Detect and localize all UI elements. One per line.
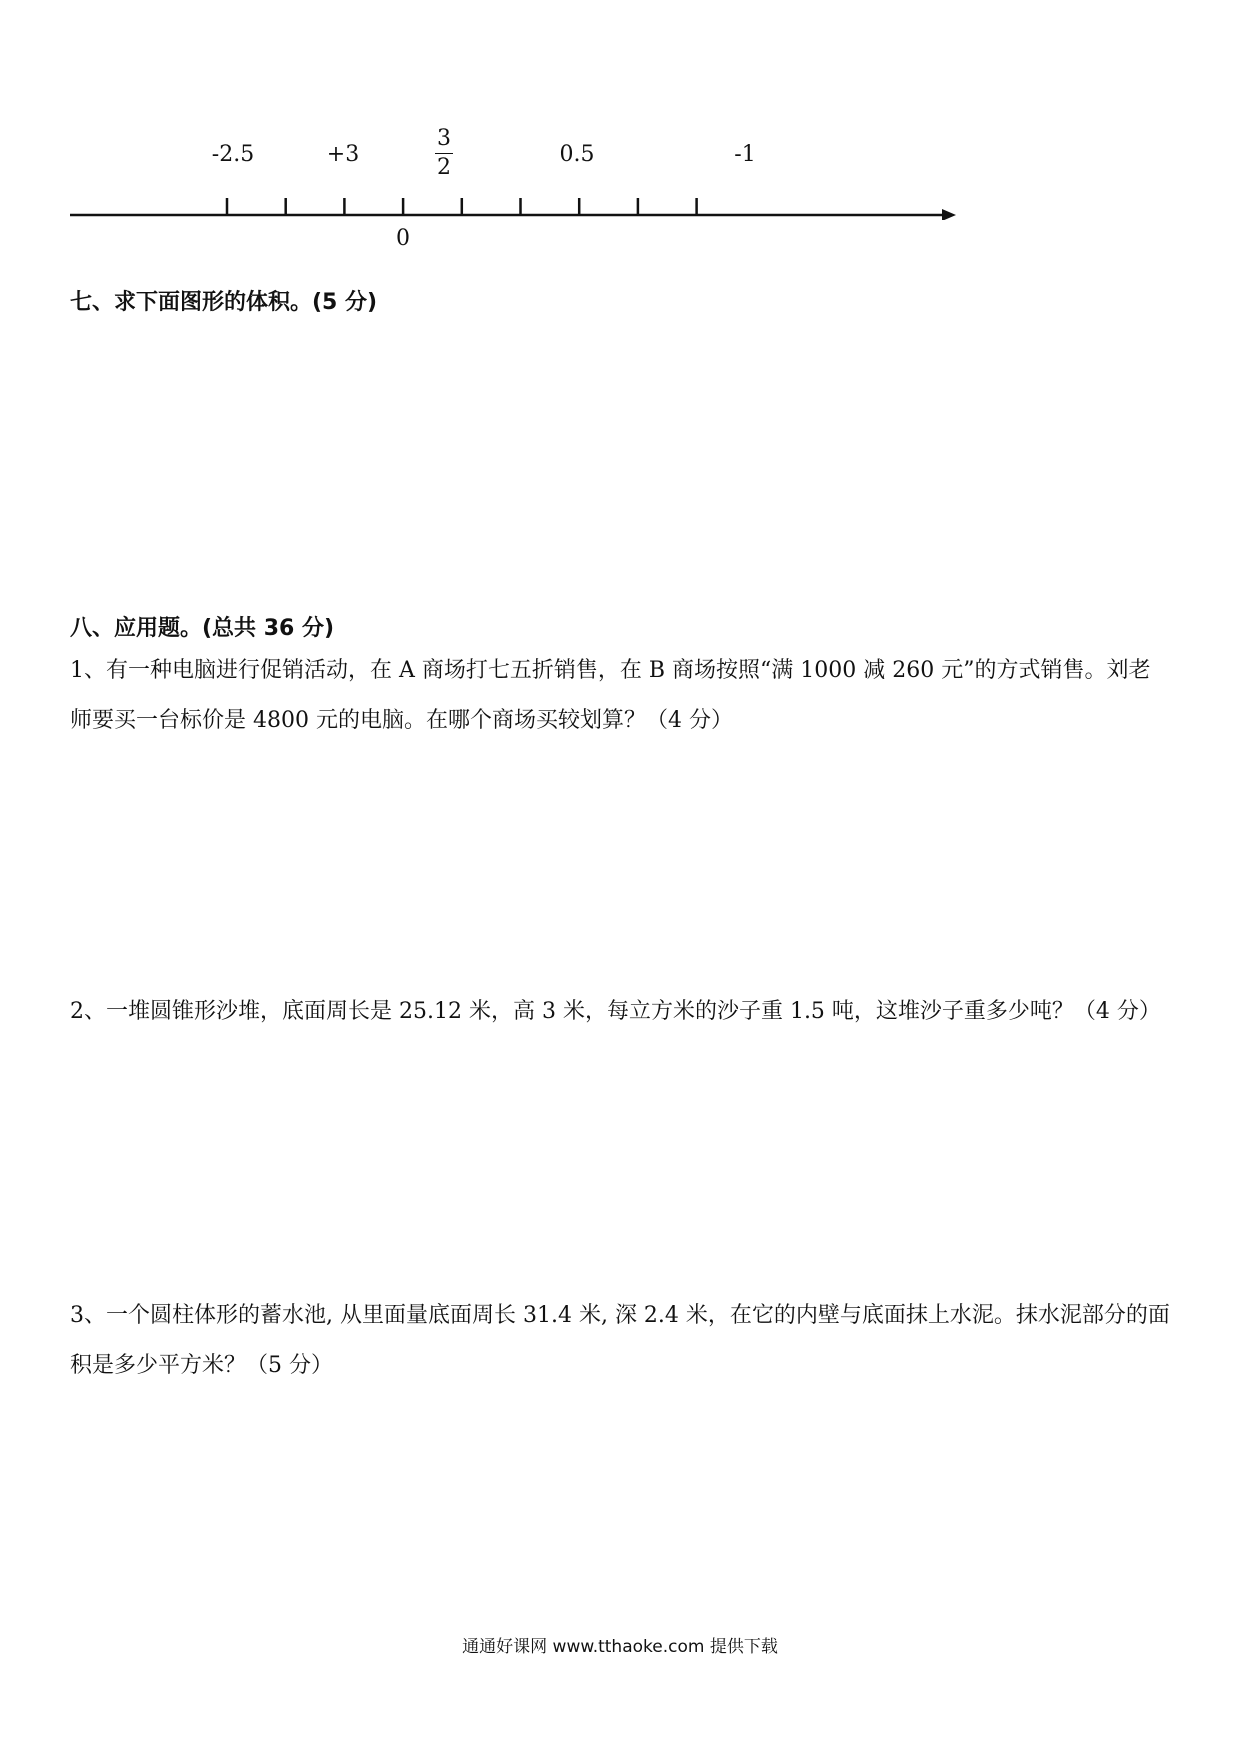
fraction-denominator: 2 xyxy=(437,155,451,180)
section-8-heading: 八、应用题。(总共 36 分) xyxy=(70,616,335,641)
number-line-label-neg-2-5: -2.5 xyxy=(211,142,255,167)
problem-3: 3、一个圆柱体形的蓄水池, 从里面量底面周长 31.4 米, 深 2.4 米，在它的内壁与底面抹上水泥。抹水泥部分的面积是多少平方米？（5 分） xyxy=(70,1303,1170,1378)
fraction-numerator: 3 xyxy=(437,126,451,151)
problem-2: 2、一堆圆锥形沙堆，底面周长是 25.12 米，高 3 米，每立方米的沙子重 1.5 吨，这堆沙子重多少吨？（4 分） xyxy=(70,999,1161,1024)
axis-ticks xyxy=(227,198,697,215)
number-line-zero-label: 0 xyxy=(396,226,410,251)
section-7-heading: 七、求下面图形的体积。(5 分) xyxy=(70,290,378,315)
number-line-label-0-5: 0.5 xyxy=(559,142,595,167)
axis-arrow-icon xyxy=(942,209,956,220)
number-line-label-neg-1: -1 xyxy=(734,142,756,167)
number-line-label-plus-3: +3 xyxy=(326,142,360,167)
problem-1: 1、有一种电脑进行促销活动，在 A 商场打七五折销售，在 B 商场按照“满 1000 减 260 元”的方式销售。刘老师要买一台标价是 4800 元的电脑。在哪个商场买较划算？（4 分） xyxy=(70,658,1151,733)
footer-source: 通通好课网 www.tthaoke.com 提供下载 xyxy=(462,1637,778,1657)
number-line-axis xyxy=(0,110,1240,220)
